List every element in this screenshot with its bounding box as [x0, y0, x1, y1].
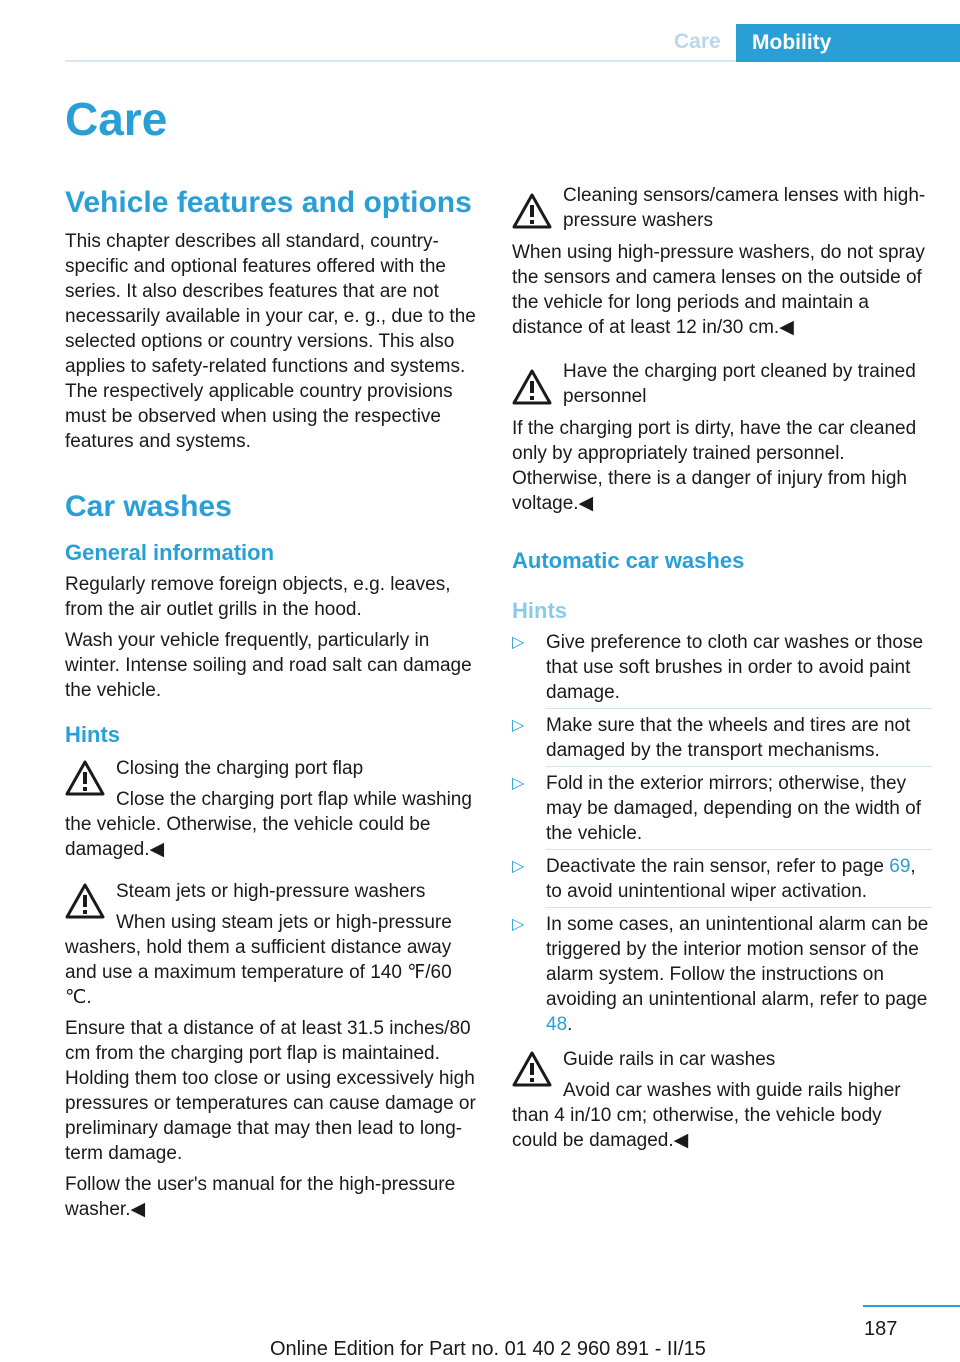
tab-care[interactable]: Care — [674, 30, 721, 53]
triangle-bullet-icon: ▷ — [512, 775, 525, 792]
page-link-48[interactable]: 48 — [546, 1014, 568, 1035]
paragraph-vehicle-features: This chapter describes all standard, country-specific and optional features offered with the series. It also describes features that are not necessarily available in your car, e. g., due to the selected options or country versions. This also applies to safety-related functions and systems. The respectively applicable country provisions must be observed when using the respective features and systems. — [65, 231, 476, 452]
paragraph-follow-manual: Follow the user's manual for the high-pressure washer.◀ — [65, 1174, 456, 1220]
warning-body-text: Close the charging port flap while washing the vehicle. Otherwise, the vehicle could be damaged.◀ — [65, 789, 472, 860]
warning-body — [65, 910, 483, 1010]
warning-sensors — [512, 183, 932, 340]
heading-car-washes: Car washes — [65, 490, 232, 523]
heading-hints: Hints — [65, 722, 120, 747]
warning-triangle-icon — [512, 1051, 552, 1087]
list-divider — [546, 766, 932, 767]
list-item — [512, 854, 932, 908]
footer-edition: Online Edition for Part no. 01 40 2 960 891 - II/15 — [270, 1338, 706, 1360]
page-title: Care — [65, 93, 168, 145]
warning-title: Steam jets or high-pressure washers — [116, 881, 426, 902]
warning-triangle-icon — [512, 369, 552, 405]
footer-rule — [863, 1305, 960, 1307]
warning-title: Closing the charging port flap — [116, 758, 364, 779]
list-item — [512, 713, 932, 767]
warning-title: Cleaning sensors/camera lenses with high-pressure washers — [563, 185, 926, 231]
warning-steam-jets — [65, 879, 483, 1010]
warning-triangle-icon — [65, 760, 105, 796]
heading-automatic-car-washes: Automatic car washes — [512, 548, 745, 573]
list-item — [512, 630, 932, 709]
list-divider — [546, 708, 932, 709]
triangle-bullet-icon: ▷ — [512, 916, 525, 933]
warning-body: When using high-pressure washers, do not spray the sensors and camera lenses on the outside of the vehicle for long periods and maintain a distance of at least 12 in/30 cm.◀ — [512, 242, 925, 338]
heading-general-information: General information — [65, 540, 275, 565]
page-link-69[interactable]: 69 — [889, 856, 911, 877]
warning-body — [65, 787, 483, 862]
left-column — [65, 183, 483, 1222]
warning-body-text: When using steam jets or high-pressure washers, hold them a sufficient distance away and use a maximum temperature of 140 ℉/60 ℃. — [65, 912, 452, 1008]
list-item-text-end: , to avoid unintentional wiper activation. — [546, 856, 916, 902]
triangle-bullet-icon: ▷ — [512, 717, 525, 734]
warning-triangle-icon — [65, 883, 105, 919]
list-item-text: In some cases, an unintentional alarm can be triggered by the interior motion sensor of the alarm system. Follow the instructions on avoiding an unintentional alarm, refer to page — [546, 914, 929, 1010]
warning-charging-port — [512, 359, 932, 516]
paragraph-general-1: Regularly remove foreign objects, e.g. leaves, from the air outlet grills in the hood. — [65, 574, 451, 620]
warning-body-text: Avoid car washes with guide rails higher than 4 in/10 cm; otherwise, the vehicle body could be damaged.◀ — [512, 1080, 901, 1151]
hints-list — [512, 630, 932, 1037]
list-divider — [546, 849, 932, 850]
list-item-text: Make sure that the wheels and tires are not damaged by the transport mechanisms. — [546, 715, 911, 761]
tab-mobility[interactable]: Mobility — [736, 24, 960, 62]
list-item — [512, 912, 932, 1037]
page-number: 187 — [864, 1318, 898, 1340]
list-divider — [546, 907, 932, 908]
warning-body — [512, 1078, 932, 1153]
warning-triangle-icon — [512, 193, 552, 229]
right-column — [512, 183, 932, 1153]
triangle-bullet-icon: ▷ — [512, 858, 525, 875]
warning-title: Have the charging port cleaned by trained personnel — [563, 361, 916, 407]
triangle-bullet-icon: ▷ — [512, 634, 525, 651]
list-item-text: Deactivate the rain sensor, refer to page — [546, 856, 890, 877]
paragraph-general-2: Wash your vehicle frequently, particularly in winter. Intense soiling and road salt can damage the vehicle. — [65, 630, 472, 701]
warning-title: Guide rails in car washes — [563, 1049, 776, 1070]
heading-hints-right: Hints — [512, 598, 567, 623]
warning-guide-rails — [512, 1047, 932, 1153]
paragraph-distance: Ensure that a distance of at least 31.5 inches/80 cm from the charging port flap is maintained. Holding them too close or using excessively high pressures or temperatures can cause damage or preliminary damage that may then lead to long-term damage. — [65, 1018, 476, 1164]
heading-vehicle-features: Vehicle features and options — [65, 186, 472, 219]
list-item-text: Fold in the exterior mirrors; otherwise, they may be damaged, depending on the width of the vehicle. — [546, 773, 921, 844]
warning-body: If the charging port is dirty, have the car cleaned only by appropriately trained personnel. Otherwise, there is a danger of injury from high voltage.◀ — [512, 418, 917, 514]
list-item-text: Give preference to cloth car washes or those that use soft brushes in order to avoid paint damage. — [546, 632, 924, 703]
list-item-text-end: . — [567, 1014, 573, 1035]
warning-charging-flap — [65, 756, 483, 862]
list-item — [512, 771, 932, 850]
